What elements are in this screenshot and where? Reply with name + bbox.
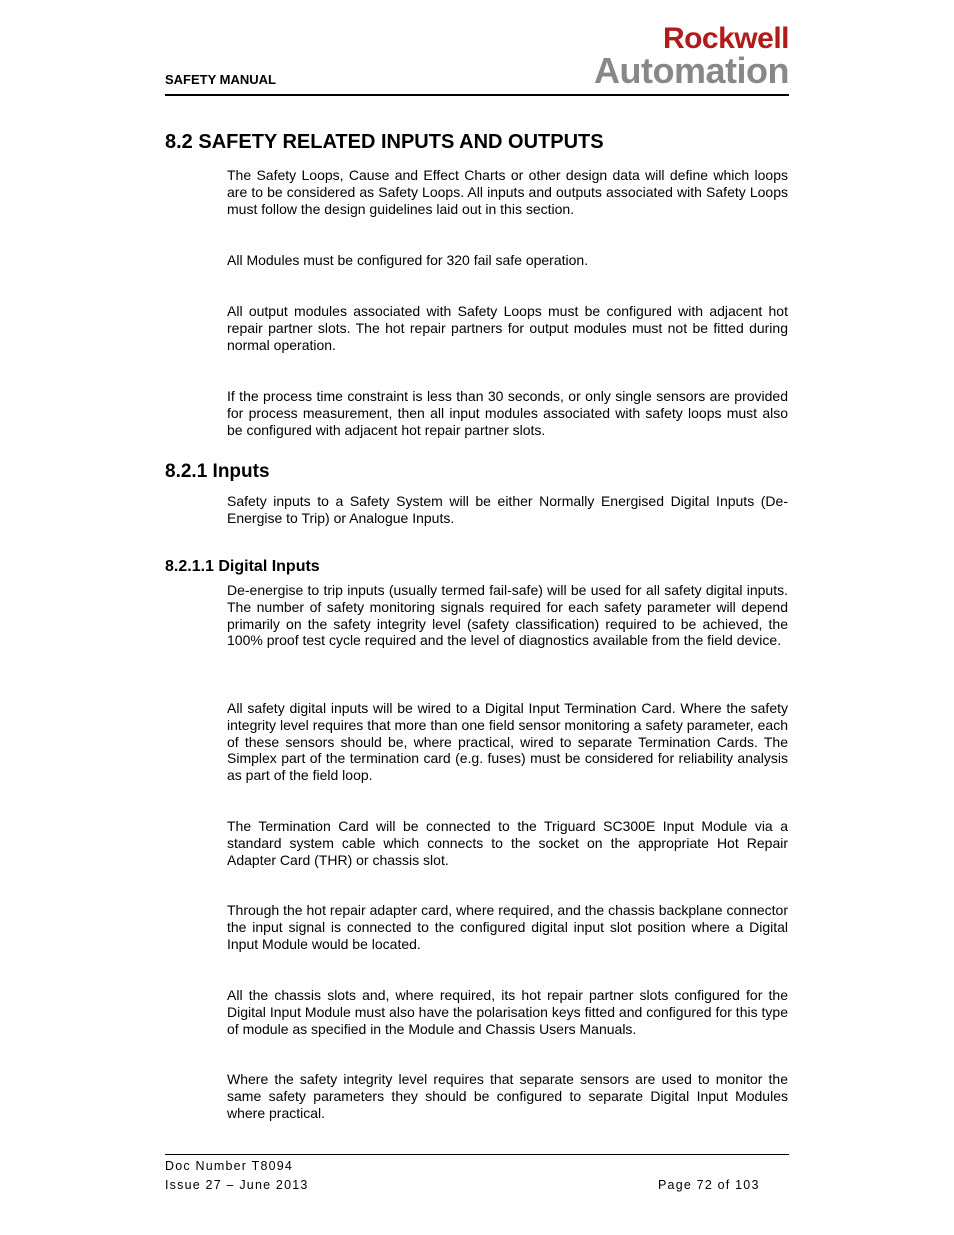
paragraph: The Safety Loops, Cause and Effect Charts or other design data will define which loops are to be considered as Safety Loops. All inputs and outputs associated with Safety Loops must follow the design guidelines laid out in this section. xyxy=(227,167,788,217)
paragraph: Safety inputs to a Safety System will be either Normally Energised Digital Inputs (De-Energise to Trip) or Analogue Inputs. xyxy=(227,493,788,526)
paragraph: All the chassis slots and, where required, its hot repair partner slots configured for the Digital Input Module must also have the polarisation keys fitted and configured for this type of module as specified in the Module and Chassis Users Manuals. xyxy=(227,987,788,1037)
footer-rule xyxy=(165,1154,789,1155)
section-heading: 8.2 SAFETY RELATED INPUTS AND OUTPUTS xyxy=(165,131,604,153)
header-label: SAFETY MANUAL xyxy=(165,72,276,87)
paragraph: All safety digital inputs will be wired to a Digital Input Termination Card. Where the safety integrity level requires that more than one field sensor monitoring a safety parameter, each of these sensors should be, where practical, wired to separate Termination Cards. The Simplex part of the termination card (e.g. fuses) must be considered for reliability analysis as part of the field loop. xyxy=(227,700,788,784)
paragraph: Through the hot repair adapter card, where required, and the chassis backplane connector the input signal is connected to the configured digital input slot position where a Digital Input Module would be located. xyxy=(227,902,788,952)
logo-line-2: Automation xyxy=(594,50,789,91)
subsection-heading: 8.2.1 Inputs xyxy=(165,461,270,482)
paragraph: The Termination Card will be connected to the Triguard SC300E Input Module via a standard system cable which connects to the socket on the appropriate Hot Repair Adapter Card (THR) or chassis slot. xyxy=(227,818,788,868)
paragraph: All output modules associated with Safety Loops must be configured with adjacent hot repair partner slots. The hot repair partners for output modules must not be fitted during normal operation. xyxy=(227,303,788,353)
footer-issue: Issue 27 – June 2013 xyxy=(165,1178,309,1192)
footer-page-number: Page 72 of 103 xyxy=(658,1178,760,1192)
footer-doc-number: Doc Number T8094 xyxy=(165,1159,294,1173)
paragraph: If the process time constraint is less than 30 seconds, or only single sensors are provided for process measurement, then all input modules associated with safety loops must also be configured with adjacent hot repair partner slots. xyxy=(227,388,788,438)
paragraph: All Modules must be configured for 320 fail safe operation. xyxy=(227,252,589,268)
paragraph: Where the safety integrity level requires that separate sensors are used to monitor the same safety parameters they should be configured to separate Digital Input Modules where practical. xyxy=(227,1071,788,1121)
paragraph: De-energise to trip inputs (usually termed fail-safe) will be used for all safety digital inputs. The number of safety monitoring signals required for each safety parameter will depend primarily on the safety integrity level (safety classification) required to be achieved, the 100% proof test cycle required and the level of diagnostics available from the field device. xyxy=(227,582,788,649)
header-rule xyxy=(165,94,789,96)
logo-line-1: Rockwell xyxy=(662,22,789,55)
subsubsection-heading: 8.2.1.1 Digital Inputs xyxy=(165,558,320,575)
rockwell-automation-logo xyxy=(553,22,789,91)
